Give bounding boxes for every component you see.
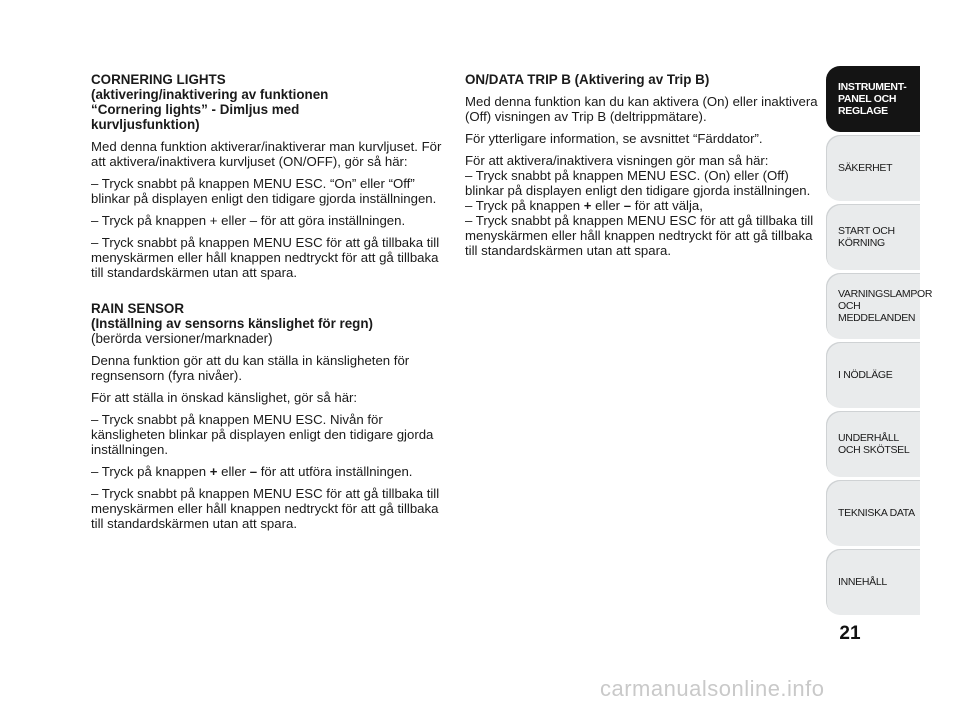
page-number: 21	[839, 623, 861, 644]
tab-underhall[interactable]: UNDERHÅLL OCH SKÖTSEL	[826, 411, 920, 477]
tab-varningslampor[interactable]: VARNINGSLAMPOR OCH MEDDELANDEN	[826, 273, 920, 339]
paragraph: – Tryck snabbt på knappen MENU ESC. “On” eller “Off” blinkar på displayen enligt den tidigare gjorda inställningen.	[91, 176, 437, 206]
rain-sensor-heading: RAIN SENSOR (Inställning av sensorns känslighet för regn) (berörda versioner/marknader)	[91, 301, 374, 346]
paragraph: – Tryck snabbt på knappen MENU ESC. Nivån för känsligheten blinkar på displayen enligt den tidigare gjorda inställningen.	[91, 412, 434, 457]
paragraph: – Tryck snabbt på knappen MENU ESC. (On) eller (Off) blinkar på displayen enligt den tidigare gjorda inställningen.	[465, 168, 811, 198]
tab-start-och-korning[interactable]: START OCH KÖRNING	[826, 204, 920, 270]
paragraph: – Tryck på knappen + eller – för att utföra inställningen.	[91, 464, 413, 479]
tab-tekniska-data[interactable]: TEKNISKA DATA	[826, 480, 920, 546]
paragraph: Denna funktion gör att du kan ställa in känsligheten för regnsensorn (fyra nivåer).	[91, 353, 410, 383]
paragraph: För att aktivera/inaktivera visningen gör man så här:	[465, 153, 769, 168]
paragraph: – Tryck snabbt på knappen MENU ESC för att gå tillbaka till menyskärmen eller håll knappen nedtryckt för att gå tillbaka till standardskärmen utan att spara.	[91, 486, 440, 531]
cornering-lights-heading: CORNERING LIGHTS (aktivering/inaktivering av funktionen “Cornering lights” - Dimljus med kurvljusfunktion)	[91, 72, 329, 132]
right-column	[465, 72, 823, 265]
tab-i-nodlage[interactable]: I NÖDLÄGE	[826, 342, 920, 408]
paragraph: För att ställa in önskad känslighet, gör så här:	[91, 390, 358, 405]
tab-sakerhet[interactable]: SÄKERHET	[826, 135, 920, 201]
left-column	[91, 72, 443, 538]
paragraph: – Tryck på knappen + eller – för att göra inställningen.	[91, 213, 406, 228]
paragraph: Med denna funktion aktiverar/inaktiverar man kurvljuset. För att aktivera/inaktivera kurvljuset (ON/OFF), gör så här:	[91, 139, 442, 169]
paragraph: – Tryck på knappen + eller – för att välja,	[465, 198, 703, 213]
tab-instrumentpanel[interactable]: INSTRUMENT- PANEL OCH REGLAGE	[826, 66, 920, 132]
trip-b-heading: ON/DATA TRIP B (Aktivering av Trip B)	[465, 72, 710, 87]
tab-innehall[interactable]: INNEHÅLL	[826, 549, 920, 615]
paragraph: För ytterligare information, se avsnittet “Färddator”.	[465, 131, 763, 146]
paragraph: Med denna funktion kan du kan aktivera (On) eller inaktivera (Off) visningen av Trip B (deltrippmätare).	[465, 94, 818, 124]
watermark: carmanualsonline.info	[600, 676, 825, 701]
paragraph: – Tryck snabbt på knappen MENU ESC för att gå tillbaka till menyskärmen eller håll knappen nedtryckt för att gå tillbaka till standardskärmen utan att spara.	[91, 235, 440, 280]
chapter-tabs	[826, 66, 933, 618]
paragraph: – Tryck snabbt på knappen MENU ESC för att gå tillbaka till menyskärmen eller håll knappen nedtryckt för att gå tillbaka till standardskärmen utan att spara.	[465, 213, 814, 258]
